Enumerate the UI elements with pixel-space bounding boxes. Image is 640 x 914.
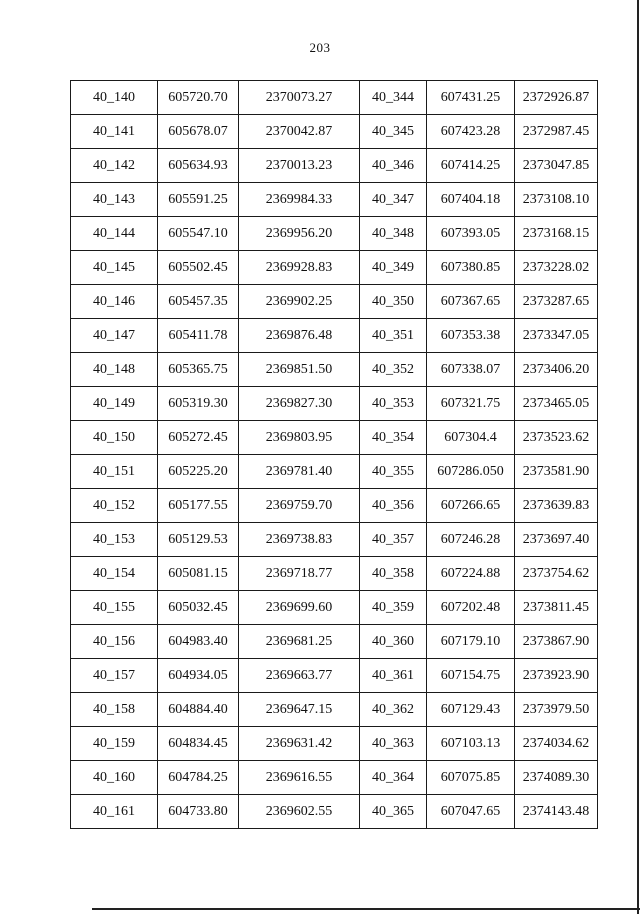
table-row	[71, 693, 598, 727]
x-right-cell: 607246.28	[427, 523, 515, 557]
y-right-cell: 2373523.62	[515, 421, 598, 455]
point-id-left-cell: 40_148	[71, 353, 158, 387]
y-left-cell: 2369738.83	[239, 523, 360, 557]
x-right-cell: 607154.75	[427, 659, 515, 693]
table-row	[71, 387, 598, 421]
table-row	[71, 795, 598, 829]
point-id-right-cell: 40_362	[360, 693, 427, 727]
point-id-right-cell: 40_361	[360, 659, 427, 693]
point-id-right-cell: 40_355	[360, 455, 427, 489]
point-id-left-cell: 40_143	[71, 183, 158, 217]
x-right-cell: 607431.25	[427, 81, 515, 115]
table-row	[71, 727, 598, 761]
x-left-cell: 605457.35	[158, 285, 239, 319]
point-id-left-cell: 40_152	[71, 489, 158, 523]
point-id-left-cell: 40_153	[71, 523, 158, 557]
y-left-cell: 2369984.33	[239, 183, 360, 217]
point-id-left-cell: 40_156	[71, 625, 158, 659]
y-right-cell: 2373287.65	[515, 285, 598, 319]
point-id-left-cell: 40_147	[71, 319, 158, 353]
y-right-cell: 2373979.50	[515, 693, 598, 727]
x-right-cell: 607103.13	[427, 727, 515, 761]
x-left-cell: 605634.93	[158, 149, 239, 183]
x-right-cell: 607367.65	[427, 285, 515, 319]
x-left-cell: 605678.07	[158, 115, 239, 149]
x-left-cell: 605365.75	[158, 353, 239, 387]
point-id-right-cell: 40_354	[360, 421, 427, 455]
table-row	[71, 183, 598, 217]
point-id-right-cell: 40_365	[360, 795, 427, 829]
x-right-cell: 607423.28	[427, 115, 515, 149]
y-left-cell: 2369956.20	[239, 217, 360, 251]
x-right-cell: 607179.10	[427, 625, 515, 659]
table-row	[71, 353, 598, 387]
y-right-cell: 2373754.62	[515, 557, 598, 591]
point-id-left-cell: 40_149	[71, 387, 158, 421]
point-id-left-cell: 40_141	[71, 115, 158, 149]
point-id-left-cell: 40_144	[71, 217, 158, 251]
x-left-cell: 605081.15	[158, 557, 239, 591]
y-left-cell: 2369781.40	[239, 455, 360, 489]
y-left-cell: 2369928.83	[239, 251, 360, 285]
x-right-cell: 607393.05	[427, 217, 515, 251]
y-right-cell: 2373168.15	[515, 217, 598, 251]
point-id-left-cell: 40_159	[71, 727, 158, 761]
y-right-cell: 2373465.05	[515, 387, 598, 421]
point-id-left-cell: 40_161	[71, 795, 158, 829]
y-left-cell: 2369759.70	[239, 489, 360, 523]
point-id-left-cell: 40_155	[71, 591, 158, 625]
point-id-right-cell: 40_356	[360, 489, 427, 523]
y-right-cell: 2374034.62	[515, 727, 598, 761]
point-id-left-cell: 40_145	[71, 251, 158, 285]
y-left-cell: 2369803.95	[239, 421, 360, 455]
table-row	[71, 251, 598, 285]
point-id-right-cell: 40_348	[360, 217, 427, 251]
y-left-cell: 2370042.87	[239, 115, 360, 149]
x-right-cell: 607129.43	[427, 693, 515, 727]
y-left-cell: 2369663.77	[239, 659, 360, 693]
coordinates-table	[70, 80, 598, 829]
y-left-cell: 2369718.77	[239, 557, 360, 591]
point-id-right-cell: 40_345	[360, 115, 427, 149]
point-id-left-cell: 40_140	[71, 81, 158, 115]
y-left-cell: 2370073.27	[239, 81, 360, 115]
y-right-cell: 2373347.05	[515, 319, 598, 353]
x-right-cell: 607414.25	[427, 149, 515, 183]
point-id-right-cell: 40_357	[360, 523, 427, 557]
point-id-right-cell: 40_353	[360, 387, 427, 421]
table-row	[71, 319, 598, 353]
point-id-right-cell: 40_363	[360, 727, 427, 761]
point-id-left-cell: 40_146	[71, 285, 158, 319]
x-left-cell: 605129.53	[158, 523, 239, 557]
point-id-right-cell: 40_344	[360, 81, 427, 115]
x-right-cell: 607321.75	[427, 387, 515, 421]
table-row	[71, 591, 598, 625]
point-id-left-cell: 40_157	[71, 659, 158, 693]
x-left-cell: 605720.70	[158, 81, 239, 115]
scan-bottom-edge	[92, 908, 640, 910]
x-right-cell: 607338.07	[427, 353, 515, 387]
table-row	[71, 761, 598, 795]
point-id-right-cell: 40_351	[360, 319, 427, 353]
y-left-cell: 2369631.42	[239, 727, 360, 761]
y-left-cell: 2369647.15	[239, 693, 360, 727]
table-row	[71, 455, 598, 489]
x-left-cell: 604884.40	[158, 693, 239, 727]
point-id-right-cell: 40_350	[360, 285, 427, 319]
y-right-cell: 2372926.87	[515, 81, 598, 115]
table-row	[71, 81, 598, 115]
x-left-cell: 604934.05	[158, 659, 239, 693]
point-id-left-cell: 40_151	[71, 455, 158, 489]
x-right-cell: 607404.18	[427, 183, 515, 217]
x-left-cell: 605547.10	[158, 217, 239, 251]
x-left-cell: 605272.45	[158, 421, 239, 455]
y-right-cell: 2373228.02	[515, 251, 598, 285]
x-left-cell: 604983.40	[158, 625, 239, 659]
point-id-right-cell: 40_347	[360, 183, 427, 217]
point-id-right-cell: 40_364	[360, 761, 427, 795]
y-right-cell: 2373406.20	[515, 353, 598, 387]
y-left-cell: 2369902.25	[239, 285, 360, 319]
y-right-cell: 2373639.83	[515, 489, 598, 523]
x-left-cell: 605177.55	[158, 489, 239, 523]
point-id-left-cell: 40_150	[71, 421, 158, 455]
table-row	[71, 115, 598, 149]
x-right-cell: 607304.4	[427, 421, 515, 455]
x-right-cell: 607047.65	[427, 795, 515, 829]
y-right-cell: 2373867.90	[515, 625, 598, 659]
y-right-cell: 2374143.48	[515, 795, 598, 829]
y-right-cell: 2373697.40	[515, 523, 598, 557]
table-row	[71, 149, 598, 183]
x-left-cell: 604784.25	[158, 761, 239, 795]
table-row	[71, 523, 598, 557]
table-row	[71, 625, 598, 659]
y-left-cell: 2369699.60	[239, 591, 360, 625]
table-row	[71, 489, 598, 523]
x-left-cell: 604834.45	[158, 727, 239, 761]
x-left-cell: 605411.78	[158, 319, 239, 353]
table-row	[71, 421, 598, 455]
x-right-cell: 607075.85	[427, 761, 515, 795]
x-right-cell: 607224.88	[427, 557, 515, 591]
y-right-cell: 2373923.90	[515, 659, 598, 693]
y-right-cell: 2372987.45	[515, 115, 598, 149]
y-left-cell: 2369876.48	[239, 319, 360, 353]
x-right-cell: 607286.050	[427, 455, 515, 489]
point-id-right-cell: 40_358	[360, 557, 427, 591]
y-right-cell: 2373047.85	[515, 149, 598, 183]
x-left-cell: 605319.30	[158, 387, 239, 421]
y-left-cell: 2369681.25	[239, 625, 360, 659]
coordinates-table-body	[71, 81, 598, 829]
point-id-right-cell: 40_349	[360, 251, 427, 285]
y-left-cell: 2369616.55	[239, 761, 360, 795]
y-right-cell: 2373108.10	[515, 183, 598, 217]
y-left-cell: 2369827.30	[239, 387, 360, 421]
y-left-cell: 2369602.55	[239, 795, 360, 829]
point-id-right-cell: 40_346	[360, 149, 427, 183]
x-left-cell: 604733.80	[158, 795, 239, 829]
point-id-right-cell: 40_352	[360, 353, 427, 387]
point-id-left-cell: 40_158	[71, 693, 158, 727]
x-right-cell: 607266.65	[427, 489, 515, 523]
table-row	[71, 285, 598, 319]
point-id-right-cell: 40_360	[360, 625, 427, 659]
table-row	[71, 217, 598, 251]
y-left-cell: 2369851.50	[239, 353, 360, 387]
table-row	[71, 557, 598, 591]
y-right-cell: 2373811.45	[515, 591, 598, 625]
y-left-cell: 2370013.23	[239, 149, 360, 183]
point-id-left-cell: 40_160	[71, 761, 158, 795]
y-right-cell: 2373581.90	[515, 455, 598, 489]
page-number: 203	[309, 40, 331, 55]
x-left-cell: 605032.45	[158, 591, 239, 625]
table-row	[71, 659, 598, 693]
x-right-cell: 607353.38	[427, 319, 515, 353]
x-left-cell: 605502.45	[158, 251, 239, 285]
x-right-cell: 607380.85	[427, 251, 515, 285]
y-right-cell: 2374089.30	[515, 761, 598, 795]
point-id-left-cell: 40_154	[71, 557, 158, 591]
point-id-right-cell: 40_359	[360, 591, 427, 625]
x-right-cell: 607202.48	[427, 591, 515, 625]
x-left-cell: 605225.20	[158, 455, 239, 489]
point-id-left-cell: 40_142	[71, 149, 158, 183]
x-left-cell: 605591.25	[158, 183, 239, 217]
scan-right-edge	[637, 0, 639, 914]
